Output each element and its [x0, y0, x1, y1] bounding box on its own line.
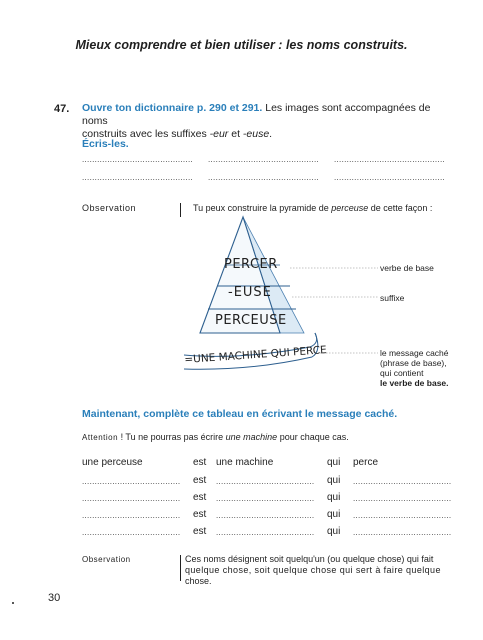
suffix-eur: -eur	[209, 128, 229, 140]
attention-note: Attention ! Tu ne pourras pas écrire une machine pour chaque cas.	[82, 432, 349, 442]
answer-blank[interactable]: ............................................	[334, 155, 445, 164]
answer-blank[interactable]: ............................................	[334, 173, 445, 182]
table-cell: qui	[327, 475, 341, 486]
pyramid-level-suffix: -EUSE	[228, 285, 272, 300]
table-cell: une perceuse	[82, 457, 143, 468]
instruction-rest-2: construits avec les suffixes	[82, 128, 210, 140]
table-cell: est	[193, 457, 207, 468]
observation-bar-2	[180, 555, 181, 581]
word-perceuse: perceuse	[331, 203, 369, 213]
annotation-base: verbe de base	[380, 263, 434, 273]
instruction-bold: Ouvre ton dictionnaire p. 290 et 291.	[82, 102, 263, 114]
answer-blank[interactable]: ............................................	[82, 173, 193, 182]
ecris-label: Écris-les.	[82, 138, 129, 150]
annotation-suffix: suffixe	[380, 293, 405, 303]
table-blank[interactable]: .......................................	[82, 477, 181, 486]
table-cell: est	[193, 526, 207, 537]
annotation-message: le message caché (phrase de base), qui contient le verbe de base.	[380, 348, 449, 388]
table-cell: est	[193, 509, 207, 520]
table-cell: perce	[353, 457, 379, 468]
table-blank[interactable]: .......................................	[353, 477, 452, 486]
observation-text: Tu peux construire la pyramide de perceuse de cette façon :	[193, 203, 433, 213]
table-cell: qui	[327, 509, 341, 520]
page-number: 30	[48, 592, 61, 604]
table-blank[interactable]: .......................................	[216, 494, 315, 503]
table-cell: qui	[327, 492, 341, 503]
observation-label: Observation	[82, 203, 137, 213]
table-blank[interactable]: .......................................	[353, 528, 452, 537]
exercise-instruction	[82, 102, 452, 141]
table-blank[interactable]: .......................................	[216, 528, 315, 537]
answer-blank[interactable]: ............................................	[208, 173, 319, 182]
table-blank[interactable]: .......................................	[353, 494, 452, 503]
table-cell: qui	[327, 526, 341, 537]
et-word: et	[228, 128, 243, 140]
table-blank[interactable]: .......................................	[216, 477, 315, 486]
pyramid-level-word: PERCEUSE	[215, 313, 287, 328]
table-blank[interactable]: .......................................	[353, 511, 452, 520]
answer-blank[interactable]: ............................................	[82, 155, 193, 164]
pyramid-banner: =UNE MACHINE QUI PERCE	[184, 344, 328, 366]
table-cell: est	[193, 492, 207, 503]
observation-text-2: Ces noms désignent soit quelqu'un (ou quelque chose) qui fait quelque chose, soit quelque chose qui sert à faire quelque chose.	[185, 554, 441, 586]
page-title: Mieux comprendre et bien utiliser : les noms construits.	[75, 38, 408, 52]
period: .	[269, 128, 273, 140]
suffix-euse: -euse	[242, 128, 270, 140]
pyramid-level-base: PERCER	[224, 257, 278, 272]
table-blank[interactable]: .......................................	[82, 528, 181, 537]
observation-label-2: Observation	[82, 555, 131, 564]
table-blank[interactable]: .......................................	[82, 494, 181, 503]
table-blank[interactable]: .......................................	[82, 511, 181, 520]
instruction-rest-1: Les images sont accompagnées de noms	[82, 102, 431, 127]
exercise-number: 47.	[54, 103, 70, 115]
table-cell: est	[193, 475, 207, 486]
table-cell: qui	[327, 457, 341, 468]
answer-blank[interactable]: ............................................	[208, 155, 319, 164]
table-blank[interactable]: .......................................	[216, 511, 315, 520]
margin-dot	[12, 602, 14, 604]
table-cell: une machine	[216, 457, 274, 468]
section-heading: Maintenant, complète ce tableau en écrivant le message caché.	[82, 408, 398, 420]
